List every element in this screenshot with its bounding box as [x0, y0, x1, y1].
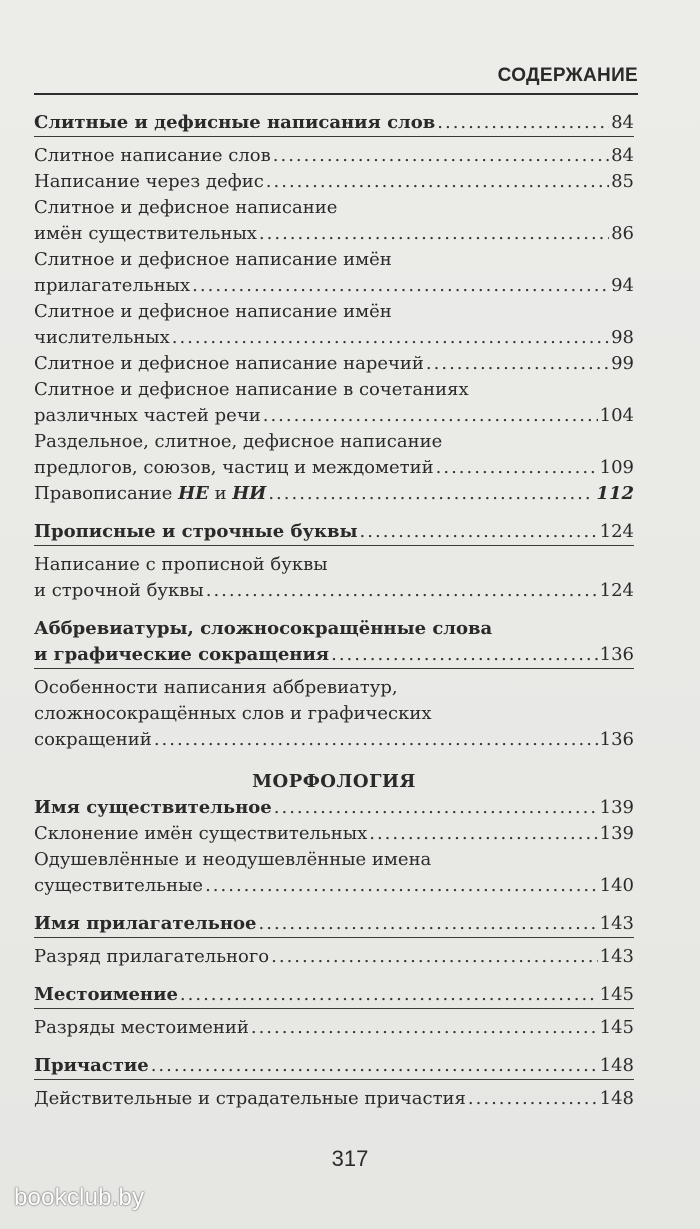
page-number: 94 [611, 275, 634, 296]
page-number: 143 [599, 946, 634, 967]
watermark: bookclub.by [14, 1184, 145, 1211]
leader-dots [426, 351, 609, 377]
toc-entry[interactable]: Написание через дефис ..... 85 [34, 169, 634, 195]
leader-dots [172, 325, 609, 351]
leader-dots [274, 795, 598, 821]
page-number: 124 [599, 580, 634, 601]
toc-section-heading[interactable]: Имя существительное ..... 139 [34, 795, 634, 821]
leader-dots [436, 455, 598, 481]
toc-entry[interactable]: Раздельное, слитное, дефисное написание предлогов, союзов, частиц и междометий ..... 109 [34, 429, 634, 481]
toc-entry[interactable]: Слитное и дефисное написание в сочетаниях различных частей речи ..... 104 [34, 377, 634, 429]
leader-dots [151, 1053, 598, 1079]
page-number: 84 [611, 112, 634, 133]
page-number: 99 [611, 353, 634, 374]
page-folio: 317 [331, 1146, 369, 1171]
page-number: 143 [599, 913, 634, 934]
toc-section-heading[interactable]: Прописные и строчные буквы ..... 124 [34, 519, 634, 545]
leader-dots [259, 911, 598, 937]
toc-entry[interactable]: Склонение имён существительных ..... 139 [34, 821, 634, 847]
leader-dots [251, 1015, 598, 1041]
leader-dots [263, 403, 598, 429]
running-header [34, 63, 638, 95]
toc-entry[interactable]: Разряд прилагательного ..... 143 [34, 944, 634, 970]
part-title: МОРФОЛОГИЯ [252, 771, 416, 792]
page-number: 112 [596, 483, 634, 504]
toc-entry[interactable]: Разряды местоимений ..... 145 [34, 1015, 634, 1041]
toc-entry[interactable]: Слитное написание слов ..... 84 [34, 143, 634, 169]
leader-dots [259, 221, 609, 247]
page-number: 86 [611, 223, 634, 244]
page-number: 124 [599, 521, 634, 542]
leader-dots [266, 169, 609, 195]
toc-entry[interactable]: Действительные и страдательные причастия ..... 148 [34, 1086, 634, 1112]
leader-dots [206, 578, 598, 604]
page-number: 84 [611, 145, 634, 166]
leader-dots [437, 110, 609, 136]
toc-entry[interactable]: Одушевлённые и неодушевлённые имена существительные ..... 140 [34, 847, 634, 899]
page-number: 139 [599, 797, 634, 818]
leader-dots [268, 481, 594, 507]
toc-section-heading[interactable]: Аббревиатуры, сложносокращённые слова и графические сокращения ..... 136 [34, 616, 634, 668]
toc-section-heading[interactable]: Имя прилагательное ..... 143 [34, 911, 634, 937]
page-number: 139 [599, 823, 634, 844]
toc-entry[interactable]: Слитное и дефисное написание наречий ..... 99 [34, 351, 634, 377]
page-number: 98 [611, 327, 634, 348]
leader-dots [360, 519, 598, 545]
leader-dots [331, 642, 598, 668]
page-number: 104 [599, 405, 634, 426]
toc-entry[interactable]: Слитное и дефисное написание имён числительных ..... 98 [34, 299, 634, 351]
page-number: 148 [599, 1055, 634, 1076]
leader-dots [192, 273, 609, 299]
table-of-contents [34, 110, 634, 1112]
page-number: 140 [599, 875, 634, 896]
leader-dots [369, 821, 597, 847]
page-number: 109 [599, 457, 634, 478]
page-number: 145 [599, 1017, 634, 1038]
leader-dots [273, 143, 609, 169]
leader-dots [180, 982, 598, 1008]
toc-entry[interactable]: Слитное и дефисное написание имён существительных ..... 86 [34, 195, 634, 247]
page-number: 136 [599, 729, 634, 750]
leader-dots [468, 1086, 598, 1112]
toc-section-heading[interactable]: Причастие ..... 148 [34, 1053, 634, 1079]
page-number: 145 [599, 984, 634, 1005]
page-number: 85 [611, 171, 634, 192]
leader-dots [205, 873, 598, 899]
page-number: 136 [599, 644, 634, 665]
toc-entry[interactable]: Написание с прописной буквы и строчной буквы ..... 124 [34, 552, 634, 604]
toc-section-heading[interactable]: Местоимение ..... 145 [34, 982, 634, 1008]
toc-section-heading[interactable]: Слитные и дефисные написания слов ..... 84 [34, 110, 634, 136]
page-number: 148 [599, 1088, 634, 1109]
leader-dots [154, 727, 598, 753]
leader-dots [271, 944, 598, 970]
toc-entry[interactable]: Слитное и дефисное написание имён прилагательных ..... 94 [34, 247, 634, 299]
header-title: СОДЕРЖАНИЕ [497, 65, 638, 86]
toc-entry-ne-ni[interactable]: Правописание НЕ и НИ ..... 112 [34, 481, 634, 507]
toc-entry[interactable]: Особенности написания аббревиатур, сложносокращённых слов и графических сокращений ..... 136 [34, 675, 634, 753]
